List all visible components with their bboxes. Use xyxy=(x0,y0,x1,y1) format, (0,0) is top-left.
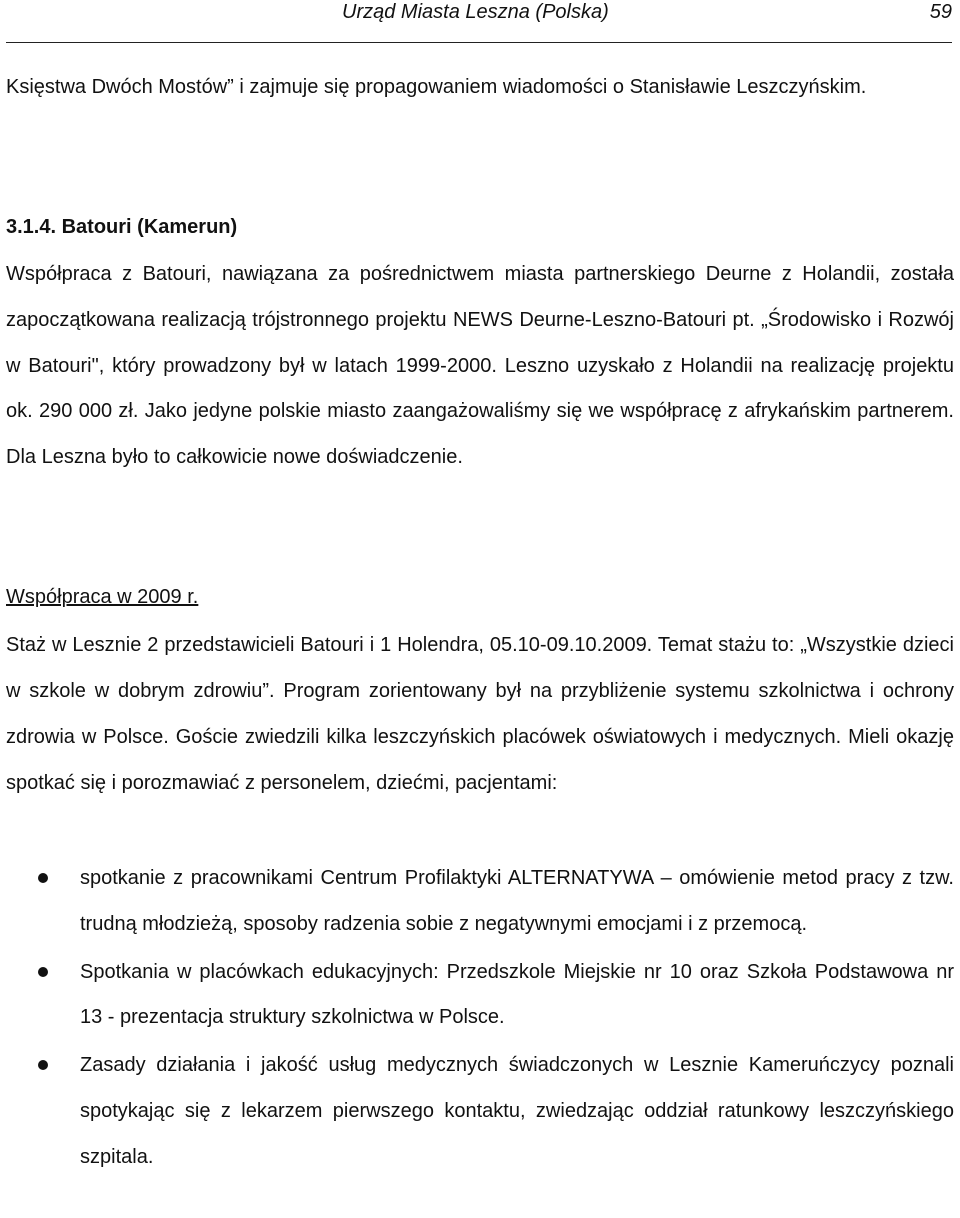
paragraph-continuation: Księstwa Dwóch Mostów” i zajmuje się propagowaniem wiadomości o Stanisławie Leszczyńskim. xyxy=(6,76,867,98)
header-rule xyxy=(6,42,952,43)
list-item xyxy=(0,950,954,1042)
running-header xyxy=(0,0,952,24)
paragraph-internship: Staż w Lesznie 2 przedstawicieli Batouri i 1 Holendra, 05.10-09.10.2009. Temat stażu to: „Wszystkie dzieci w szkole w dobrym zdrowiu”. Program zorientowany był na przybliżenie systemu szkolnictwa i ochrony zdrowia w Polsce. Goście zwiedzili kilka leszczyńskich placówek oświatowych i medycznych. Mieli okazję spotkać się i porozmawiać z personelem, dziećmi, pacjentami: xyxy=(6,634,954,794)
section-heading-batouri: 3.1.4. Batouri (Kamerun) xyxy=(6,216,238,238)
page-number: 59 xyxy=(929,1,952,23)
bullet-dot-icon xyxy=(38,873,48,883)
list-item xyxy=(0,1043,954,1180)
list-item-text: Zasady działania i jakość usług medycznych świadczonych w Lesznie Kameruńczycy poznali spotykając się z lekarzem pierwszego kontaktu, zwiedzając oddział ratunkowy leszczyńskiego szpitala. xyxy=(80,1054,954,1168)
list-item-text: Spotkania w placówkach edukacyjnych: Przedszkole Miejskie nr 10 oraz Szkoła Podstawowa nr 13 - prezentacja struktury szkolnictwa w Polsce. xyxy=(80,960,954,1029)
bullet-dot-icon xyxy=(38,1060,48,1070)
bullet-list xyxy=(0,856,954,1181)
header-title: Urząd Miasta Leszna (Polska) xyxy=(342,1,609,23)
paragraph-batouri-cooperation: Współpraca z Batouri, nawiązana za pośrednictwem miasta partnerskiego Deurne z Holandii, została zapoczątkowana realizacją trójstronnego projektu NEWS Deurne-Leszno-Batouri pt. „Środowisko i Rozwój w Batouri", który prowadzony był w latach 1999-2000. Leszno uzyskało z Holandii na realizację projektu ok. 290 000 zł. Jako jedyne polskie miasto zaangażowaliśmy się we współpracę z afrykańskim partnerem. Dla Leszna było to całkowicie nowe doświadczenie. xyxy=(6,263,954,469)
list-item-text: spotkanie z pracownikami Centrum Profilaktyki ALTERNATYWA – omówienie metod pracy z tzw. trudną młodzieżą, sposoby radzenia sobie z negatywnymi emocjami i z przemocą. xyxy=(80,867,954,935)
subheading-cooperation-2009: Współpraca w 2009 r. xyxy=(6,586,199,608)
bullet-dot-icon xyxy=(38,967,48,977)
list-item xyxy=(0,856,954,948)
